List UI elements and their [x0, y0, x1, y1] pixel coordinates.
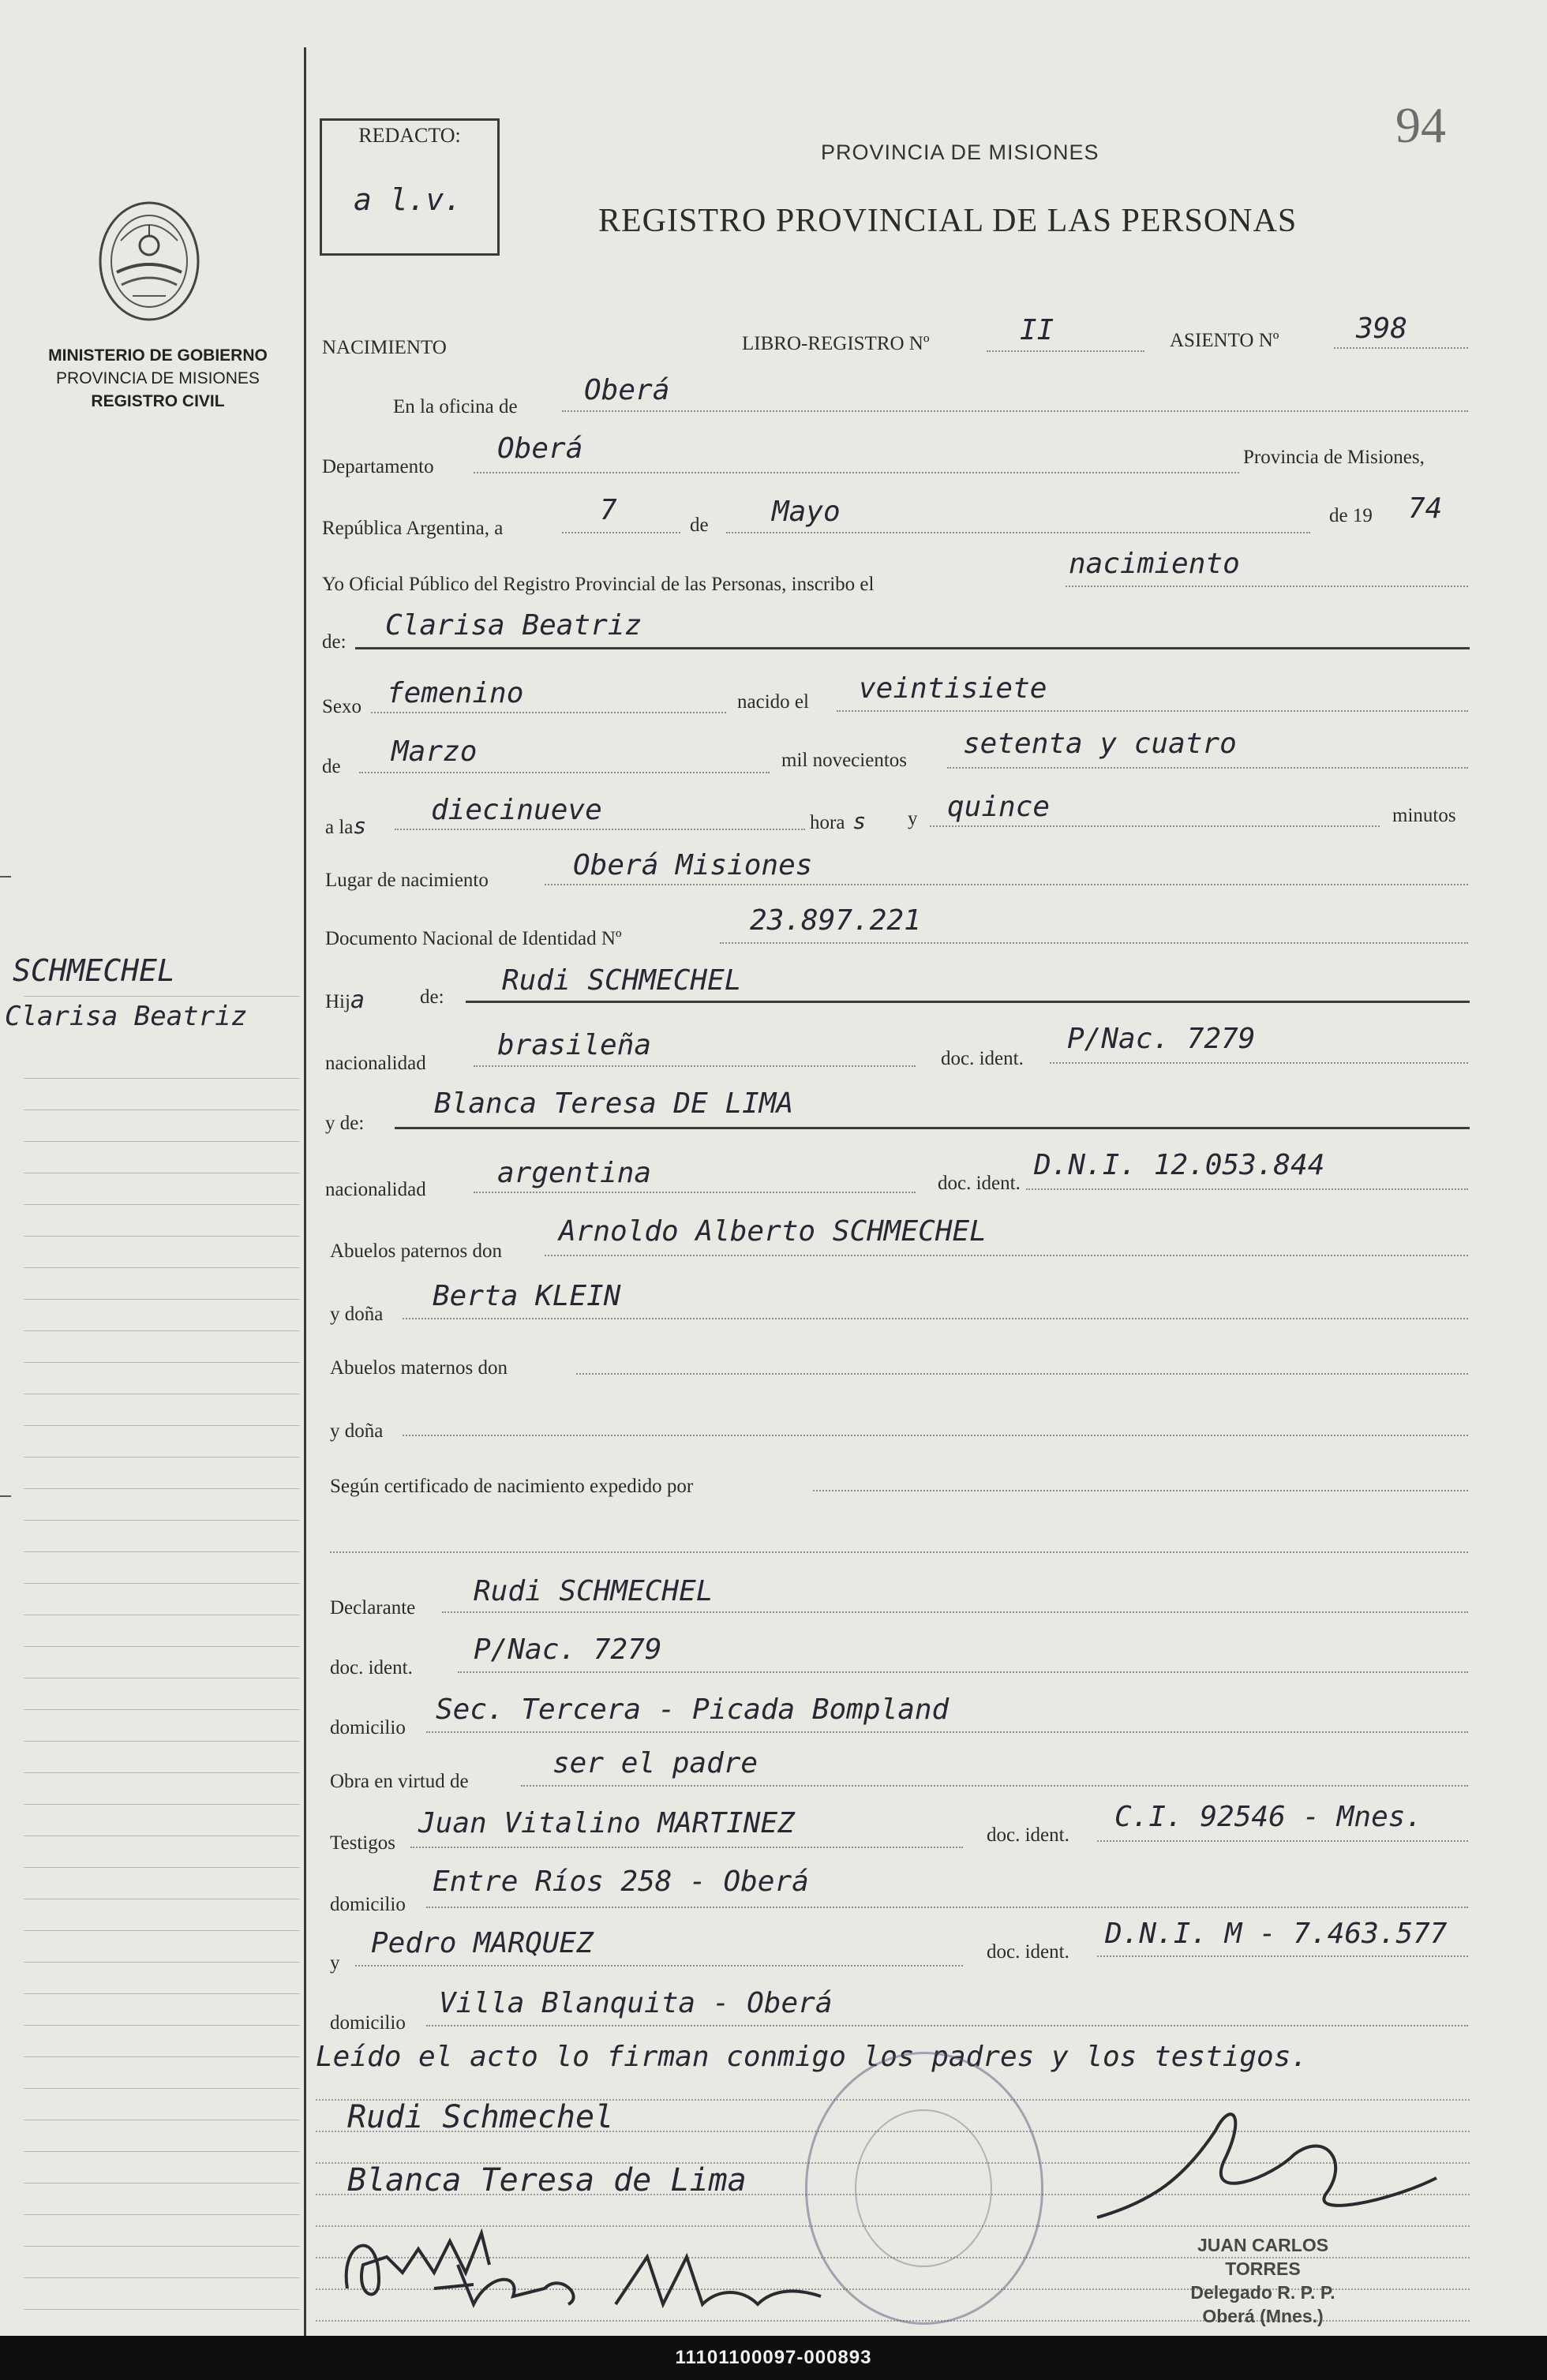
fill-line — [474, 1065, 916, 1067]
dni-value: 23.897.221 — [750, 904, 921, 937]
ministry-name: MINISTERIO DE GOBIERNO — [48, 346, 268, 365]
testigo2-doc-label: doc. ident. — [987, 1941, 1069, 1963]
margin-rule-line — [24, 1236, 300, 1237]
fill-line — [813, 1490, 1468, 1491]
delegado-role: Delegado R. P. P. — [1190, 2282, 1335, 2303]
inscribo-label: Yo Oficial Público del Registro Provincial de las Personas, inscribo el — [322, 574, 875, 595]
fill-line — [395, 829, 805, 830]
padre-rule — [466, 1001, 1470, 1003]
fill-line — [426, 1731, 1468, 1733]
lugar-label: Lugar de nacimiento — [325, 870, 489, 891]
edge-mark — [0, 1495, 11, 1497]
declarante-doc-value: P/Nac. 7279 — [474, 1633, 662, 1666]
padre-doc-label: doc. ident. — [941, 1048, 1024, 1069]
fill-line — [1050, 1062, 1468, 1064]
fill-line — [930, 825, 1380, 827]
signature-mother: Blanca Teresa de Lima — [347, 2162, 747, 2199]
obra-value: ser el padre — [552, 1747, 759, 1779]
margin-rule-line — [24, 2056, 300, 2057]
civil-registry-name: REGISTRO CIVIL — [91, 392, 225, 410]
madre-rule — [395, 1127, 1470, 1129]
fill-line — [1334, 347, 1468, 349]
dia-value: 7 — [600, 494, 617, 526]
departamento-value: Oberá — [497, 432, 583, 465]
margin-rule-line — [24, 2088, 300, 2089]
testigo2-doc-value: D.N.I. M - 7.463.577 — [1105, 1918, 1448, 1950]
province-seal-icon — [93, 193, 205, 326]
fill-line — [545, 1255, 1468, 1256]
margin-rule-line — [24, 1204, 300, 1205]
de-label: de — [690, 515, 709, 536]
margin-rule-line — [24, 1425, 300, 1426]
fill-line — [1026, 1188, 1468, 1190]
margin-rule-line — [24, 1141, 300, 1142]
margin-rule-line — [24, 1962, 300, 1963]
mil-label: mil novecientos — [781, 750, 907, 771]
margin-rule-line — [24, 2025, 300, 2026]
nacido-label: nacido el — [737, 691, 809, 713]
margin-rule-line — [24, 2309, 300, 2310]
hij-de-label: de: — [420, 986, 444, 1008]
fill-line — [355, 1965, 963, 1966]
fill-line — [410, 1847, 963, 1848]
document-code: 11101100097-000893 — [0, 2336, 1547, 2380]
fill-line — [720, 942, 1468, 944]
fill-line — [545, 884, 1468, 885]
madre-value: Blanca Teresa DE LIMA — [434, 1087, 794, 1120]
closing-statement: Leído el acto lo firman conmigo los padres y los testigos. — [316, 2041, 1309, 2073]
anio-label: de 19 — [1329, 505, 1373, 526]
provincia-label: Provincia de Misiones, — [1243, 447, 1425, 468]
sexo-value: femenino — [387, 677, 524, 709]
fill-line — [371, 712, 726, 713]
margin-rule-line — [24, 1741, 300, 1742]
departamento-label: Departamento — [322, 456, 434, 477]
fill-line — [330, 1551, 1468, 1553]
province-name: PROVINCIA DE MISIONES — [56, 369, 260, 387]
obra-label: Obra en virtud de — [330, 1771, 469, 1792]
margin-rule-line — [24, 1551, 300, 1552]
redacto-label: REDACTO: — [358, 124, 461, 147]
margin-rule-line — [24, 1267, 300, 1268]
domicilio-label: domicilio — [330, 1717, 406, 1738]
declarante-label: Declarante — [330, 1597, 416, 1618]
alas-label: a las — [325, 813, 367, 839]
fill-line — [458, 1671, 1468, 1673]
fill-line — [359, 772, 770, 773]
inscribo-value: nacimiento — [1069, 548, 1240, 580]
dona2-label: y doña — [330, 1420, 384, 1442]
fill-line — [426, 2025, 1468, 2026]
margin-surname: SCHMECHEL — [13, 953, 175, 988]
registry-title: REGISTRO PROVINCIAL DE LAS PERSONAS — [598, 203, 1298, 239]
margin-rule-line — [24, 1330, 300, 1331]
abuelos-paternos-label: Abuelos paternos don — [330, 1241, 503, 1262]
fill-line — [576, 1373, 1468, 1375]
margin-rule-line — [24, 1457, 300, 1458]
testigos-label: Testigos — [330, 1832, 395, 1854]
asiento-label: ASIENTO Nº — [1170, 330, 1279, 351]
libro-value: II — [1020, 314, 1054, 346]
minutos-value: quince — [947, 791, 1051, 823]
margin-rule-line — [24, 1709, 300, 1710]
madre-nac-label: nacionalidad — [325, 1179, 426, 1200]
nombre-label: de: — [322, 631, 346, 653]
madre-doc-value: D.N.I. 12.053.844 — [1034, 1149, 1325, 1181]
fill-line — [562, 410, 1468, 412]
oficina-value: Oberá — [584, 374, 670, 406]
delegado-place: Oberá (Mnes.) — [1202, 2306, 1324, 2326]
margin-rule-line — [24, 996, 300, 997]
delegado-name: JUAN CARLOS TORRES — [1197, 2235, 1329, 2279]
official-seal-icon — [805, 2052, 1043, 2325]
margin-rule-line — [24, 1299, 300, 1300]
padre-value: Rudi SCHMECHEL — [502, 964, 742, 997]
nacido-mes-value: Marzo — [391, 735, 478, 768]
dni-label: Documento Nacional de Identidad Nº — [325, 928, 622, 949]
fill-line — [403, 1318, 1468, 1319]
fill-line — [837, 710, 1468, 712]
asiento-value: 398 — [1356, 312, 1408, 345]
testigo1-doc-value: C.I. 92546 - Mnes. — [1114, 1801, 1423, 1833]
declarante-value: Rudi SCHMECHEL — [474, 1575, 714, 1607]
mes-value: Mayo — [772, 496, 841, 528]
testigo1-dom-label: domicilio — [330, 1894, 406, 1915]
signature-official — [1089, 2083, 1460, 2241]
fill-line — [403, 1435, 1468, 1436]
margin-rule-line — [24, 2214, 300, 2215]
padre-doc-value: P/Nac. 7279 — [1067, 1023, 1256, 1055]
nacido-anio-value: setenta y cuatro — [963, 728, 1237, 760]
fill-line — [474, 472, 1239, 473]
fill-line — [1066, 586, 1468, 587]
testigo2-value: Pedro MARQUEZ — [371, 1927, 594, 1959]
fill-line — [987, 350, 1144, 352]
margin-rule — [304, 47, 306, 2336]
margin-rule-line — [24, 1362, 300, 1363]
margin-rule-line — [24, 1520, 300, 1521]
testigo2-dom-label: domicilio — [330, 2012, 406, 2034]
de2-label: de — [322, 756, 341, 777]
madre-doc-label: doc. ident. — [938, 1173, 1021, 1194]
margin-rule-line — [24, 1078, 300, 1079]
y2-label: y — [330, 1952, 340, 1974]
margin-rule-line — [24, 2246, 300, 2247]
redacto-initials: a l.v. — [354, 182, 463, 217]
testigo1-value: Juan Vitalino MARTINEZ — [418, 1807, 795, 1839]
dona1-label: y doña — [330, 1304, 384, 1325]
name-rule — [355, 647, 1470, 649]
margin-rule-line — [24, 1867, 300, 1868]
fill-line — [1097, 1840, 1468, 1842]
province-heading: PROVINCIA DE MISIONES — [821, 140, 1099, 164]
fill-line — [1097, 1955, 1468, 1957]
padre-nac-value: brasileña — [497, 1029, 652, 1061]
madre-nac-value: argentina — [497, 1157, 652, 1189]
republica-label: República Argentina, a — [322, 518, 504, 539]
page-number: 94 — [1395, 97, 1446, 153]
signature-father: Rudi Schmechel — [347, 2099, 614, 2135]
fill-line — [947, 767, 1468, 769]
fill-line — [726, 532, 1310, 533]
redacto-box — [320, 118, 500, 256]
oficina-label: En la oficina de — [393, 396, 518, 417]
margin-rule-line — [24, 1772, 300, 1773]
fill-line — [442, 1611, 1468, 1613]
lugar-value: Oberá Misiones — [573, 849, 813, 881]
hij-label: Hija — [325, 986, 365, 1014]
y-label: y — [908, 808, 918, 829]
margin-rule-line — [24, 1583, 300, 1584]
testigo2-dom-value: Villa Blanquita - Oberá — [439, 1987, 833, 2019]
record-type: NACIMIENTO — [322, 337, 447, 358]
margin-rule-line — [24, 2183, 300, 2184]
margin-rule-line — [24, 1804, 300, 1805]
testigo1-dom-value: Entre Ríos 258 - Oberá — [433, 1865, 809, 1898]
margin-rule-line — [24, 2151, 300, 2152]
madre-label: y de: — [325, 1113, 365, 1134]
testigo1-doc-label: doc. ident. — [987, 1824, 1069, 1846]
margin-rule-line — [24, 2277, 300, 2278]
nombre-value: Clarisa Beatriz — [385, 609, 642, 642]
minutos-label: minutos — [1392, 805, 1456, 826]
certificado-label: Según certificado de nacimiento expedido por — [330, 1476, 694, 1497]
domicilio-value: Sec. Tercera - Picada Bompland — [436, 1693, 950, 1726]
signature-witness-2 — [426, 2241, 837, 2328]
fill-line — [562, 532, 680, 533]
fill-line — [474, 1192, 916, 1193]
nacido-dia-value: veintisiete — [859, 672, 1047, 705]
margin-rule-line — [24, 1993, 300, 1994]
edge-mark — [0, 876, 11, 878]
sexo-label: Sexo — [322, 696, 361, 717]
seal-inner-ring — [855, 2109, 992, 2267]
abuela-paterna-value: Berta KLEIN — [433, 1280, 621, 1312]
horas-label: hora s — [810, 808, 867, 834]
ministry-header — [24, 344, 292, 413]
margin-given-name: Clarisa Beatriz — [5, 1001, 248, 1032]
fill-line — [426, 1907, 1468, 1908]
delegado-stamp — [1160, 2233, 1365, 2328]
fill-line — [521, 1785, 1468, 1787]
anio-value: 74 — [1408, 492, 1443, 525]
margin-rule-line — [24, 1488, 300, 1489]
margin-rule-line — [24, 1930, 300, 1931]
libro-label: LIBRO-REGISTRO Nº — [742, 333, 930, 354]
hora-value: diecinueve — [431, 794, 602, 826]
abuelos-paternos-value: Arnoldo Alberto SCHMECHEL — [559, 1215, 987, 1248]
declarante-doc-label: doc. ident. — [330, 1657, 413, 1678]
abuelos-maternos-label: Abuelos maternos don — [330, 1357, 508, 1379]
padre-nac-label: nacionalidad — [325, 1053, 426, 1074]
margin-rule-line — [24, 1646, 300, 1647]
